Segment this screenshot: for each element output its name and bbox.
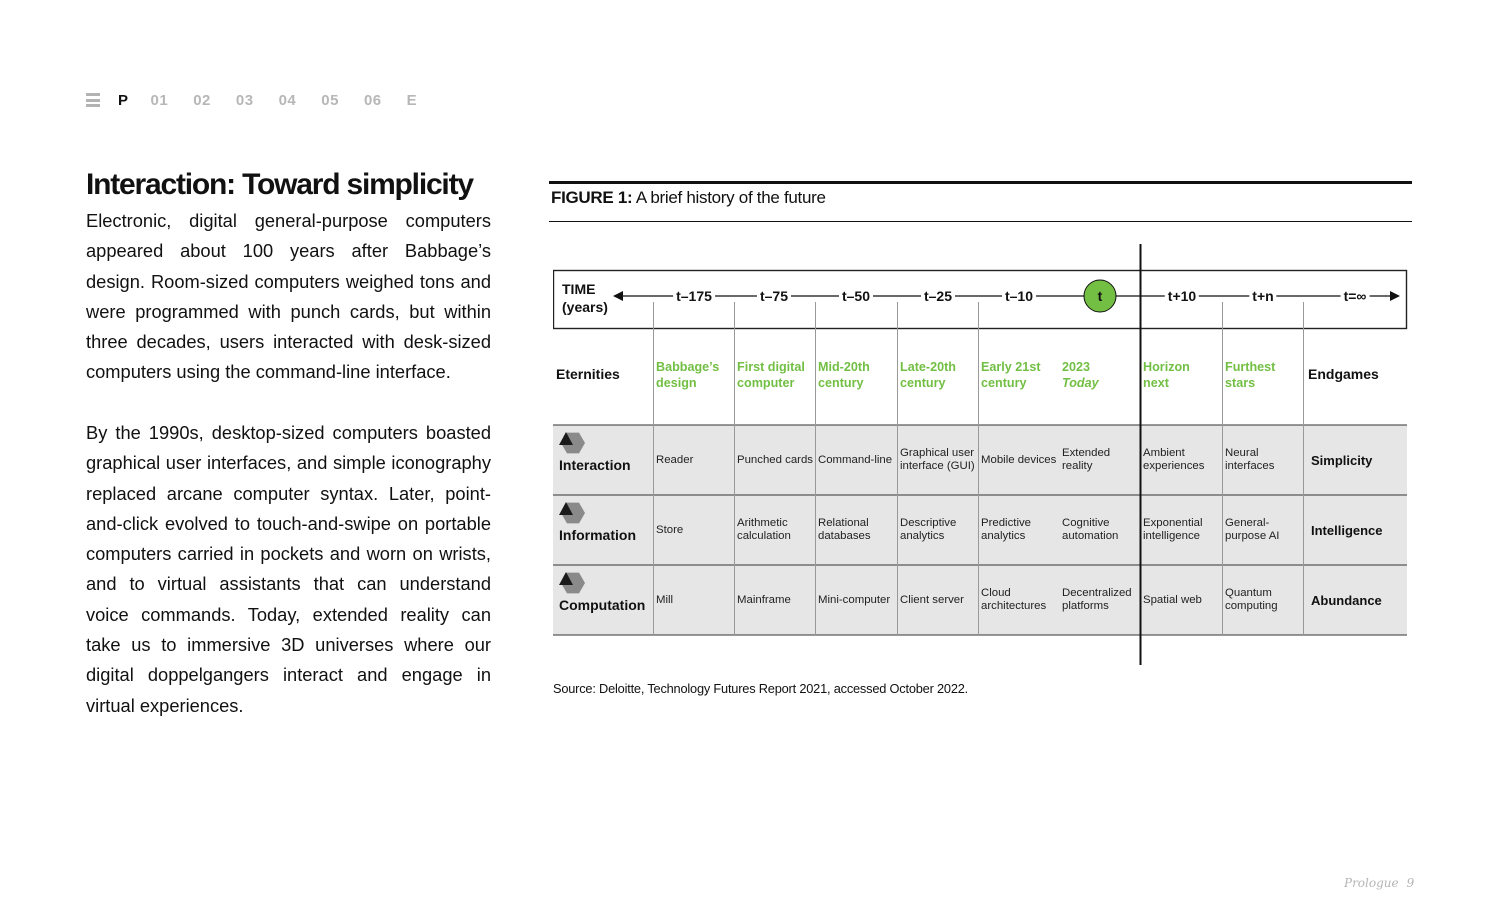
nav-item-01[interactable]: 01	[150, 91, 169, 109]
table-cell: Quantum computing	[1225, 587, 1278, 613]
endgame-cell: Intelligence	[1311, 522, 1383, 538]
table-cell: Mill	[656, 593, 674, 606]
tick-label: t–50	[839, 288, 873, 304]
tick-label: t=∞	[1341, 288, 1370, 304]
era-label-line1: First digital	[737, 360, 805, 374]
table-cell: Client server	[900, 593, 964, 606]
figure-title	[551, 188, 826, 208]
era-label-line2: century	[818, 375, 864, 390]
tick-label: t–10	[1002, 288, 1036, 304]
timeline-figure	[553, 244, 1409, 668]
tick-label: t+10	[1165, 288, 1199, 304]
endgame-cell: Abundance	[1311, 592, 1382, 608]
table-cell: Mini-computer	[818, 593, 891, 606]
eternities-label: Eternities	[556, 366, 620, 382]
body-paragraph-1: Electronic, digital general-purpose computers appeared about 100 years after Babbage’s design. Room-sized computers weighed tons and were programmed with punch cards, but within three decades, users interacted with desk-sized computers using the command-line interface.	[86, 210, 491, 383]
page-number: 9	[1406, 876, 1415, 890]
figure-caption: A brief history of the future	[635, 188, 826, 207]
era-label-line1: Early 21st	[981, 360, 1041, 374]
era-label-line1: Furthest	[1225, 360, 1276, 374]
era-label	[1143, 360, 1190, 391]
figure-label: FIGURE 1:	[551, 188, 633, 207]
table-cell: Decentralized platforms	[1062, 587, 1132, 613]
menu-icon[interactable]	[86, 93, 100, 107]
table-cell: Spatial web	[1143, 593, 1202, 606]
table-cell: Graphical user interface (GUI)	[900, 447, 975, 473]
era-label-line1: Horizon	[1143, 360, 1190, 374]
era-label-line2: century	[900, 375, 946, 390]
era-label	[1225, 360, 1275, 391]
table-cell: Store	[656, 523, 684, 536]
table-cell: Mobile devices	[981, 453, 1057, 466]
top-nav	[86, 90, 442, 110]
era-label-line2: computer	[737, 375, 795, 390]
era-label	[656, 360, 719, 391]
tick-label: t–75	[757, 288, 791, 304]
table-cell: General-purpose AI	[1225, 517, 1280, 543]
era-label-line2: next	[1143, 375, 1169, 390]
figure-bottom-rule	[549, 221, 1412, 222]
era-label-line1: Late-20th	[900, 360, 956, 374]
nav-item-02[interactable]: 02	[193, 91, 211, 109]
right-arrowhead-icon	[1390, 291, 1400, 301]
table-cell: Reader	[656, 453, 694, 466]
tick-label: t–25	[921, 288, 955, 304]
time-label-line1: TIME	[562, 281, 596, 297]
tick-label: t–175	[673, 288, 715, 304]
nav-item-05[interactable]: 05	[321, 91, 339, 109]
section-heading: Interaction: Toward simplicity	[86, 168, 473, 201]
table-cell: Relational databases	[818, 517, 871, 543]
endgames-label: Endgames	[1308, 366, 1379, 382]
tick-label: t+n	[1249, 288, 1276, 304]
era-label	[900, 360, 956, 391]
footer-section: Prologue	[1344, 876, 1399, 890]
table-cell: Ambient experiences	[1143, 447, 1205, 473]
figure-top-rule	[549, 181, 1412, 184]
left-arrowhead-icon	[613, 291, 623, 301]
figure-source: Source: Deloitte, Technology Futures Report 2021, accessed October 2022.	[553, 681, 969, 696]
table-cell: Command-line	[818, 453, 893, 466]
endgame-cell: Simplicity	[1311, 452, 1373, 468]
table-cell: Cloud architectures	[981, 587, 1047, 613]
table-cell: Exponential intelligence	[1143, 517, 1203, 543]
era-label-line1: Babbage’s	[656, 360, 720, 374]
row-label: Information	[559, 527, 636, 543]
body-paragraph-2: By the 1990s, desktop-sized computers boasted graphical user interfaces, and simple iconography replaced arcane computer syntax. Later, point-and-click evolved to touch-and-swipe on portable computers carried in pockets and worn on wrists, and to virtual assistants that can understand voice commands. Today, extended reality can take us to immersive 3D universes where our digital doppelgangers interact and engage in virtual experiences.	[86, 422, 491, 716]
time-axis-label	[562, 280, 608, 316]
era-label-line2: stars	[1225, 375, 1256, 390]
era-label-line1: Mid-20th	[818, 360, 870, 374]
era-label-line1: 2023	[1062, 360, 1091, 374]
era-label	[737, 360, 805, 391]
table-cell: Cognitive automation	[1062, 517, 1119, 543]
nav-item-endnotes[interactable]: E	[406, 91, 418, 109]
page-footer	[1344, 876, 1414, 890]
row-label: Computation	[559, 597, 646, 613]
table-cell: Extended reality	[1062, 447, 1111, 473]
nav-item-prologue[interactable]: P	[118, 91, 129, 109]
time-label-line2: (years)	[562, 299, 608, 315]
tick-label: t	[1097, 288, 1103, 304]
era-label	[818, 360, 870, 391]
table-cell: Punched cards	[737, 453, 813, 466]
era-label	[981, 360, 1041, 391]
era-label	[1062, 360, 1099, 391]
table-cell: Arithmetic calculation	[737, 517, 791, 543]
table-cell: Neural interfaces	[1225, 447, 1275, 473]
era-label-line2: design	[656, 375, 697, 390]
era-label-line2: century	[981, 375, 1027, 390]
table-cell: Predictive analytics	[981, 517, 1032, 543]
table-cell: Descriptive analytics	[900, 517, 957, 543]
table-cell: Mainframe	[737, 593, 791, 606]
era-label-line2: Today	[1062, 375, 1099, 390]
nav-item-06[interactable]: 06	[363, 91, 382, 109]
nav-item-03[interactable]: 03	[235, 91, 254, 109]
row-label: Interaction	[559, 457, 631, 473]
nav-item-04[interactable]: 04	[278, 91, 297, 109]
